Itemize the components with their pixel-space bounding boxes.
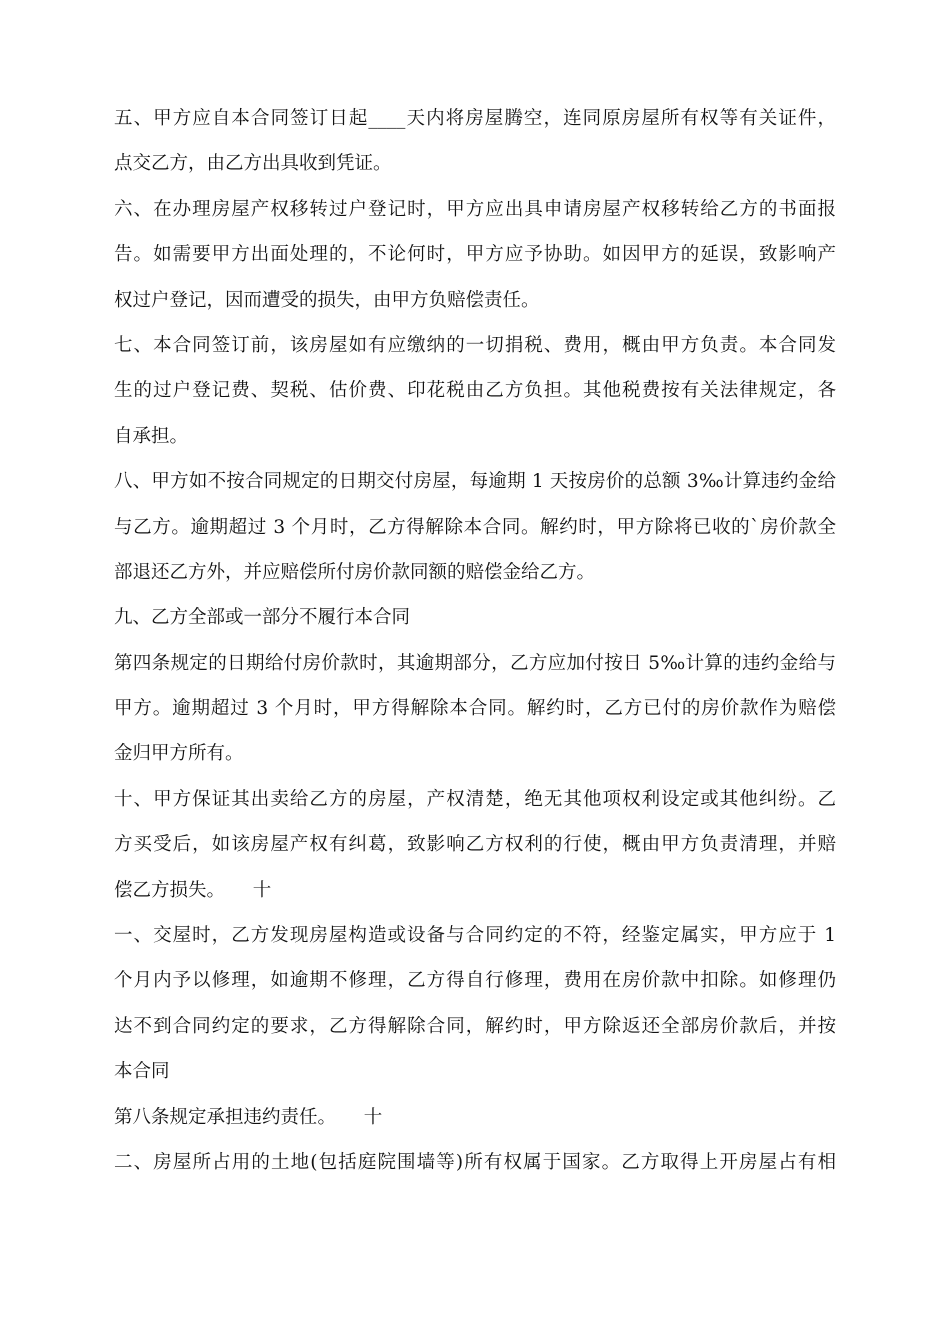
text-line: 个月内予以修理，如逾期不修理，乙方得自行修理，费用在房价款中扣除。如修理仍 xyxy=(114,970,836,992)
text-line: 第四条规定的日期给付房价款时，其逾期部分，乙方应加付按日 5‰计算的违约金给与 xyxy=(114,652,836,674)
text-line: 偿乙方损失。 十 xyxy=(114,879,272,901)
text-line: 八、甲方如不按合同规定的日期交付房屋，每逾期 1 天按房价的总额 3‰计算违约金给 xyxy=(114,471,836,493)
text-line: 七、本合同签订前，该房屋如有应缴纳的一切捐税、费用，概由甲方负责。本合同发 xyxy=(114,334,836,356)
text-line: 本合同 xyxy=(114,1061,170,1083)
text-line: 六、在办理房屋产权移转过户登记时，甲方应出具申请房屋产权移转给乙方的书面报 xyxy=(114,198,836,220)
text-line: 九、乙方全部或一部分不履行本合同 xyxy=(114,607,411,629)
text-line: 告。如需要甲方出面处理的，不论何时，甲方应予协助。如因甲方的延误，致影响产 xyxy=(114,244,836,266)
text-line: 权过户登记，因而遭受的损失，由甲方负赔偿责任。 xyxy=(114,289,540,311)
text-line: 第八条规定承担违约责任。 十 xyxy=(114,1106,383,1128)
text-line: 金归甲方所有。 xyxy=(114,743,244,765)
text-line: 生的过户登记费、契税、估价费、印花税由乙方负担。其他税费按有关法律规定，各 xyxy=(114,380,836,402)
text-line: 十、甲方保证其出卖给乙方的房屋，产权清楚，绝无其他项权利设定或其他纠纷。乙 xyxy=(114,788,836,810)
text-line: 自承担。 xyxy=(114,425,189,447)
text-line: 方买受后，如该房屋产权有纠葛，致影响乙方权利的行使，概由甲方负责清理，并赔 xyxy=(114,834,836,856)
text-line: 二、房屋所占用的土地(包括庭院围墙等)所有权属于国家。乙方取得上开房屋占有相 xyxy=(114,1151,836,1173)
text-line: 与乙方。逾期超过 3 个月时，乙方得解除本合同。解约时，甲方除将已收的`房价款全 xyxy=(114,516,836,538)
text-line: 部退还乙方外，并应赔偿所付房价款同额的赔偿金给乙方。 xyxy=(114,561,596,583)
text-line: 点交乙方，由乙方出具收到凭证。 xyxy=(114,153,392,175)
document-page xyxy=(114,96,836,1185)
text-line: 甲方。逾期超过 3 个月时，甲方得解除本合同。解约时，乙方已付的房价款作为赔偿 xyxy=(114,698,836,720)
text-line: 一、交屋时，乙方发现房屋构造或设备与合同约定的不符，经鉴定属实，甲方应于 1 xyxy=(114,925,836,947)
text-line: 达不到合同约定的要求，乙方得解除合同，解约时，甲方除返还全部房价款后，并按 xyxy=(114,1015,836,1037)
text-line: 五、甲方应自本合同签订日起____天内将房屋腾空，连同原房屋所有权等有关证件， xyxy=(114,108,836,129)
